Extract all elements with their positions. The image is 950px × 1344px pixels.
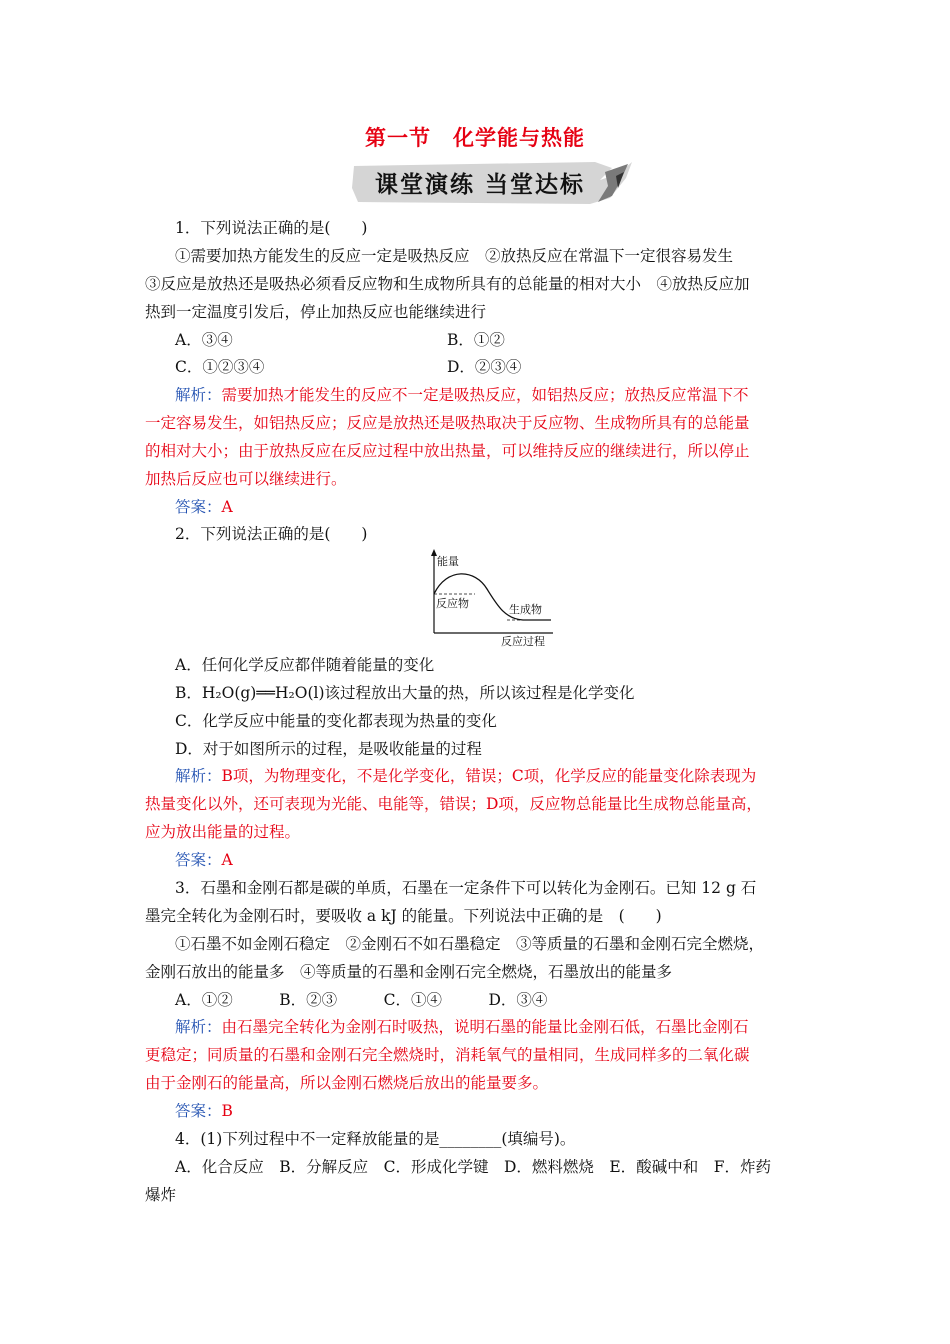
- q1-statement: ③反应是放热还是吸热必须看反应物和生成物所具有的总能量的相对大小 ④放热反应加: [145, 275, 750, 293]
- q1-analysis: [175, 385, 749, 405]
- q1-answer: [175, 497, 233, 517]
- analysis-label: 解析：: [175, 1018, 222, 1036]
- q2-analysis: [175, 766, 756, 786]
- q3-statement: ①石墨不如金刚石稳定 ②金刚石不如石墨稳定 ③等质量的石墨和金刚石完全燃烧，: [175, 935, 765, 953]
- q1-stem: 1．下列说法正确的是( ): [175, 219, 368, 237]
- q4-stem: 4．(1)下列过程中不一定释放能量的是________(填编号)。: [175, 1130, 576, 1148]
- banner: [350, 158, 635, 208]
- q2-option-d: D．对于如图所示的过程，是吸收能量的过程: [175, 740, 482, 758]
- q1-analysis-line: 一定容易发生，如铝热反应；反应是放热还是吸热取决于反应物、生成物所具有的总能量: [145, 414, 750, 432]
- section-title: 第一节 化学能与热能: [365, 126, 585, 150]
- y-axis-label: 能量: [437, 555, 459, 568]
- q1-statement: ①需要加热方能发生的反应一定是吸热反应 ②放热反应在常温下一定很容易发生: [175, 247, 734, 265]
- q3-statement: 金刚石放出的能量多 ④等质量的石墨和金刚石完全燃烧，石墨放出的能量多: [145, 963, 673, 981]
- q1-option-d: D．②③④: [447, 358, 522, 376]
- q3-analysis-line: 更稳定；同质量的石墨和金刚石完全燃烧时，消耗氧气的量相同，生成同样多的二氧化碳: [145, 1046, 750, 1064]
- analysis-label: 解析：: [175, 386, 222, 404]
- q1-analysis-line: 加热后反应也可以继续进行。: [145, 470, 347, 488]
- analysis-text: 需要加热才能发生的反应不一定是吸热反应，如铝热反应；放热反应常温下不: [221, 386, 749, 404]
- reactant-label: 反应物: [436, 597, 469, 610]
- q2-option-a: A．任何化学反应都伴随着能量的变化: [175, 656, 435, 674]
- q3-stem: 3．石墨和金刚石都是碳的单质，石墨在一定条件下可以转化为金刚石。已知 12 g 石: [175, 879, 757, 897]
- q2-analysis-line: 应为放出能量的过程。: [145, 823, 301, 841]
- q1-option-a: A．③④: [175, 331, 233, 349]
- answer-label: 答案：: [175, 851, 222, 869]
- q3-stem-line: 墨完全转化为金刚石时，要吸收 a kJ 的能量。下列说法中正确的是 ( ): [145, 907, 662, 925]
- analysis-text: B项，为物理变化，不是化学变化，错误；C项，化学反应的能量变化除表现为: [221, 767, 757, 785]
- answer-label: 答案：: [175, 1102, 222, 1120]
- q2-option-b: B．H₂O(g)══H₂O(l)该过程放出大量的热，所以该过程是化学变化: [175, 684, 635, 702]
- product-label: 生成物: [509, 603, 542, 616]
- q1-option-c: C．①②③④: [175, 358, 265, 376]
- q4-options: A．化合反应 B．分解反应 C．形成化学键 D．燃料燃烧 E．酸碱中和 F．炸药: [175, 1158, 771, 1176]
- q1-option-b: B．①②: [447, 331, 505, 349]
- q1-analysis-line: 的相对大小；由于放热反应在反应过程中放出热量，可以维持反应的继续进行，所以停止: [145, 442, 750, 460]
- answer-value: B: [221, 1102, 233, 1120]
- banner-text: 课堂演练 当堂达标: [374, 172, 585, 198]
- analysis-label: 解析：: [175, 767, 222, 785]
- q2-analysis-line: 热量变化以外，还可表现为光能、电能等，错误；D项，反应物总能量比生成物总能量高，: [145, 795, 762, 813]
- q3-answer: [175, 1101, 233, 1121]
- answer-value: A: [221, 851, 233, 869]
- answer-label: 答案：: [175, 498, 222, 516]
- answer-value: A: [221, 498, 233, 516]
- q1-statement: 热到一定温度引发后，停止加热反应也能继续进行: [145, 303, 487, 321]
- energy-diagram: [425, 547, 560, 647]
- q2-stem: 2．下列说法正确的是( ): [175, 525, 368, 543]
- q3-analysis-line: 由于金刚石的能量高，所以金刚石燃烧后放出的能量要多。: [145, 1074, 549, 1092]
- q2-answer: [175, 850, 233, 870]
- q3-analysis: [175, 1017, 749, 1037]
- q2-option-c: C．化学反应中能量的变化都表现为热量的变化: [175, 712, 497, 730]
- q4-options-line: 爆炸: [145, 1186, 177, 1204]
- analysis-text: 由石墨完全转化为金刚石时吸热，说明石墨的能量比金刚石低，石墨比金刚石: [221, 1018, 749, 1036]
- q3-options: A．①② B．②③ C．①④ D．③④: [175, 991, 548, 1009]
- x-axis-label: 反应过程: [501, 635, 545, 647]
